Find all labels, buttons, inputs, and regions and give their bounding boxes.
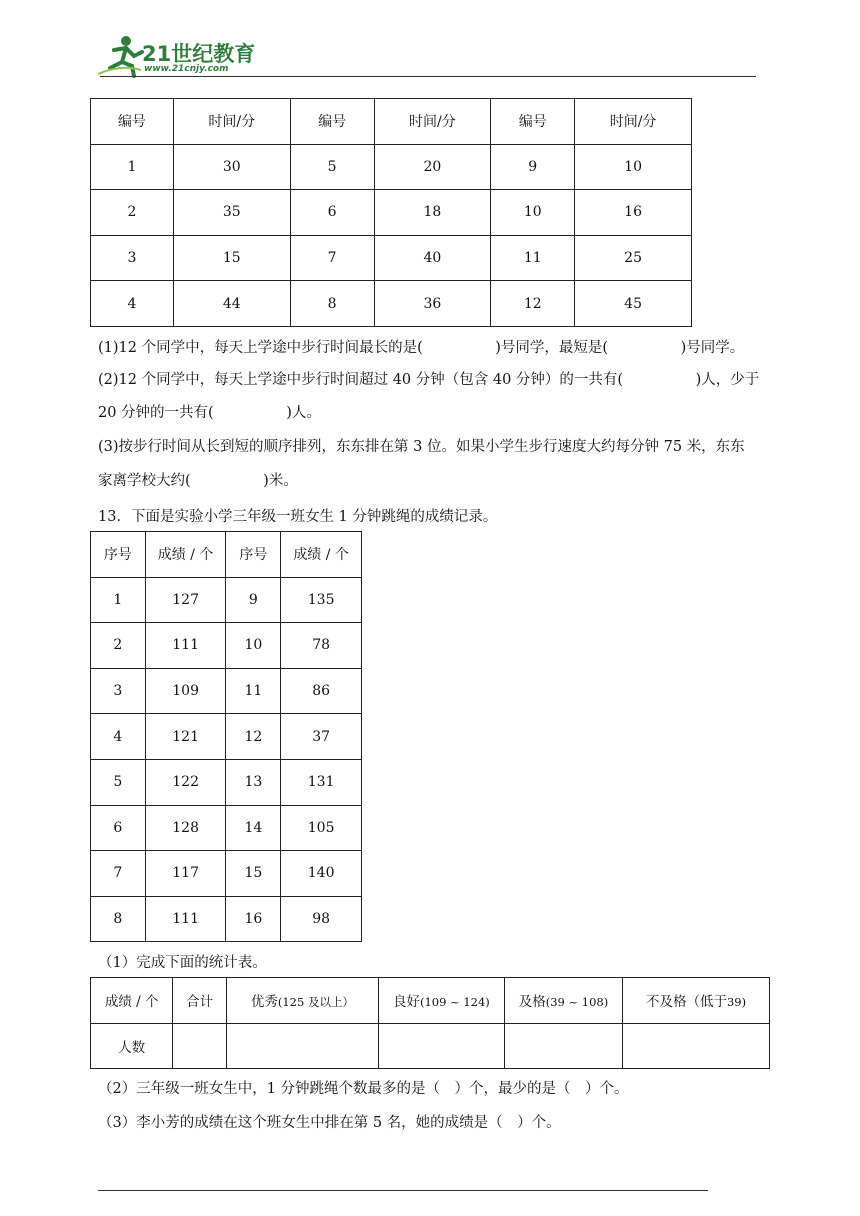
q12-sub1: (1)12 个同学中，每天上学途中步行时间最长的是( )号同学，最短是( )号同学。 bbox=[98, 340, 745, 356]
header-cell: 时间/分 bbox=[374, 99, 491, 145]
table-cell: 109 bbox=[145, 668, 226, 714]
table-cell: 8 bbox=[91, 896, 146, 942]
logo-brand: 21世纪教育 bbox=[142, 42, 256, 66]
table-cell: 6 bbox=[290, 190, 374, 236]
header-cell: 合计 bbox=[173, 978, 227, 1024]
q12-sub3-line2: 家离学校大约( )米。 bbox=[98, 473, 298, 489]
header-range: (109 ~ 124) bbox=[419, 995, 490, 1010]
table-cell: 12 bbox=[491, 281, 575, 327]
table-cell: 3 bbox=[91, 668, 146, 714]
table-cell: 98 bbox=[281, 896, 362, 942]
header-main: 良好 bbox=[392, 994, 420, 1011]
answer-cell[interactable] bbox=[378, 1023, 504, 1069]
header-cell: 成绩 / 个 bbox=[281, 532, 362, 578]
table-cell: 11 bbox=[491, 235, 575, 281]
header-cell: 成绩 / 个 bbox=[91, 978, 173, 1024]
header-cell bbox=[226, 978, 378, 1024]
table-cell: 15 bbox=[173, 235, 290, 281]
table-row bbox=[91, 623, 362, 669]
footer-divider bbox=[98, 1190, 708, 1191]
table-cell: 111 bbox=[145, 896, 226, 942]
jump-rope-score-table bbox=[90, 531, 362, 942]
table-header-row bbox=[91, 978, 770, 1024]
header-cell: 编号 bbox=[290, 99, 374, 145]
table-cell: 30 bbox=[173, 144, 290, 190]
table-cell: 25 bbox=[575, 235, 692, 281]
answer-cell[interactable] bbox=[623, 1023, 770, 1069]
table-cell: 131 bbox=[281, 759, 362, 805]
table-cell: 122 bbox=[145, 759, 226, 805]
header-divider bbox=[100, 76, 756, 77]
header-cell bbox=[378, 978, 504, 1024]
table-cell: 121 bbox=[145, 714, 226, 760]
table-cell: 6 bbox=[91, 805, 146, 851]
table-cell: 45 bbox=[575, 281, 692, 327]
statistics-table bbox=[90, 977, 770, 1069]
table-cell: 117 bbox=[145, 851, 226, 897]
table-cell: 135 bbox=[281, 577, 362, 623]
table-row bbox=[91, 668, 362, 714]
header-cell: 序号 bbox=[91, 532, 146, 578]
table-cell: 5 bbox=[91, 759, 146, 805]
header-range: (125 及以上） bbox=[277, 995, 354, 1010]
header-range: 39) bbox=[726, 995, 747, 1010]
table-row bbox=[91, 281, 692, 327]
table-cell: 78 bbox=[281, 623, 362, 669]
table-cell: 44 bbox=[173, 281, 290, 327]
header-cell: 时间/分 bbox=[173, 99, 290, 145]
table-row bbox=[91, 805, 362, 851]
header-range: (39 ~ 108) bbox=[545, 995, 609, 1010]
table-cell: 11 bbox=[226, 668, 281, 714]
table-cell: 2 bbox=[91, 623, 146, 669]
table-row bbox=[91, 144, 692, 190]
table-cell: 37 bbox=[281, 714, 362, 760]
table-cell: 10 bbox=[226, 623, 281, 669]
table-cell: 15 bbox=[226, 851, 281, 897]
q12-sub2-line2: 20 分钟的一共有( )人。 bbox=[98, 405, 321, 421]
header-main: 优秀 bbox=[250, 994, 278, 1011]
walking-time-table bbox=[90, 98, 692, 327]
table-row bbox=[91, 577, 362, 623]
answer-cell[interactable] bbox=[504, 1023, 622, 1069]
table-cell: 105 bbox=[281, 805, 362, 851]
table-row bbox=[91, 1023, 770, 1069]
table-cell: 5 bbox=[290, 144, 374, 190]
table-cell: 9 bbox=[491, 144, 575, 190]
table-cell: 8 bbox=[290, 281, 374, 327]
q13-sub2: （2）三年级一班女生中，1 分钟跳绳个数最多的是（ ）个，最少的是（ ）个。 bbox=[98, 1081, 629, 1097]
header-cell: 编号 bbox=[91, 99, 174, 145]
header-main: 不及格（低于 bbox=[645, 994, 727, 1011]
table-cell: 1 bbox=[91, 577, 146, 623]
table-row bbox=[91, 714, 362, 760]
table-cell: 40 bbox=[374, 235, 491, 281]
table-header-row bbox=[91, 532, 362, 578]
table-cell: 127 bbox=[145, 577, 226, 623]
table-cell: 7 bbox=[91, 851, 146, 897]
table-header-row bbox=[91, 99, 692, 145]
table-cell: 3 bbox=[91, 235, 174, 281]
q12-sub3-line1: (3)按步行时间从长到短的顺序排列，东东排在第 3 位。如果小学生步行速度大约每分钟 75 米，东东 bbox=[98, 439, 745, 455]
table-cell: 9 bbox=[226, 577, 281, 623]
table-row bbox=[91, 235, 692, 281]
table-cell: 2 bbox=[91, 190, 174, 236]
q13-sub3: （3）李小芳的成绩在这个班女生中排在第 5 名，她的成绩是（ ）个。 bbox=[98, 1115, 561, 1131]
table-cell: 7 bbox=[290, 235, 374, 281]
table-cell: 128 bbox=[145, 805, 226, 851]
table-cell: 1 bbox=[91, 144, 174, 190]
table-cell: 10 bbox=[491, 190, 575, 236]
table-row bbox=[91, 896, 362, 942]
header-cell: 编号 bbox=[491, 99, 575, 145]
header-main: 及格 bbox=[518, 994, 546, 1011]
table-row bbox=[91, 759, 362, 805]
answer-cell[interactable] bbox=[173, 1023, 227, 1069]
q13-intro: 13．下面是实验小学三年级一班女生 1 分钟跳绳的成绩记录。 bbox=[98, 509, 498, 525]
q12-sub2-line1: (2)12 个同学中，每天上学途中步行时间超过 40 分钟（包含 40 分钟）的一共有( )人，少于 bbox=[98, 372, 760, 388]
table-cell: 35 bbox=[173, 190, 290, 236]
logo-url: www.21cnjy.com bbox=[144, 64, 229, 74]
header-cell bbox=[504, 978, 622, 1024]
table-cell: 12 bbox=[226, 714, 281, 760]
header-cell: 序号 bbox=[226, 532, 281, 578]
header-cell: 时间/分 bbox=[575, 99, 692, 145]
table-cell: 18 bbox=[374, 190, 491, 236]
table-row bbox=[91, 851, 362, 897]
table-cell: 86 bbox=[281, 668, 362, 714]
table-cell: 13 bbox=[226, 759, 281, 805]
table-row bbox=[91, 190, 692, 236]
row-label: 人数 bbox=[91, 1023, 173, 1069]
table-cell: 140 bbox=[281, 851, 362, 897]
table-cell: 4 bbox=[91, 714, 146, 760]
table-cell: 16 bbox=[575, 190, 692, 236]
header-cell bbox=[623, 978, 770, 1024]
table-cell: 10 bbox=[575, 144, 692, 190]
header-cell: 成绩 / 个 bbox=[145, 532, 226, 578]
table-cell: 16 bbox=[226, 896, 281, 942]
q13-sub1: （1）完成下面的统计表。 bbox=[98, 955, 267, 971]
table-cell: 36 bbox=[374, 281, 491, 327]
table-cell: 111 bbox=[145, 623, 226, 669]
table-cell: 14 bbox=[226, 805, 281, 851]
table-cell: 4 bbox=[91, 281, 174, 327]
answer-cell[interactable] bbox=[226, 1023, 378, 1069]
table-cell: 20 bbox=[374, 144, 491, 190]
